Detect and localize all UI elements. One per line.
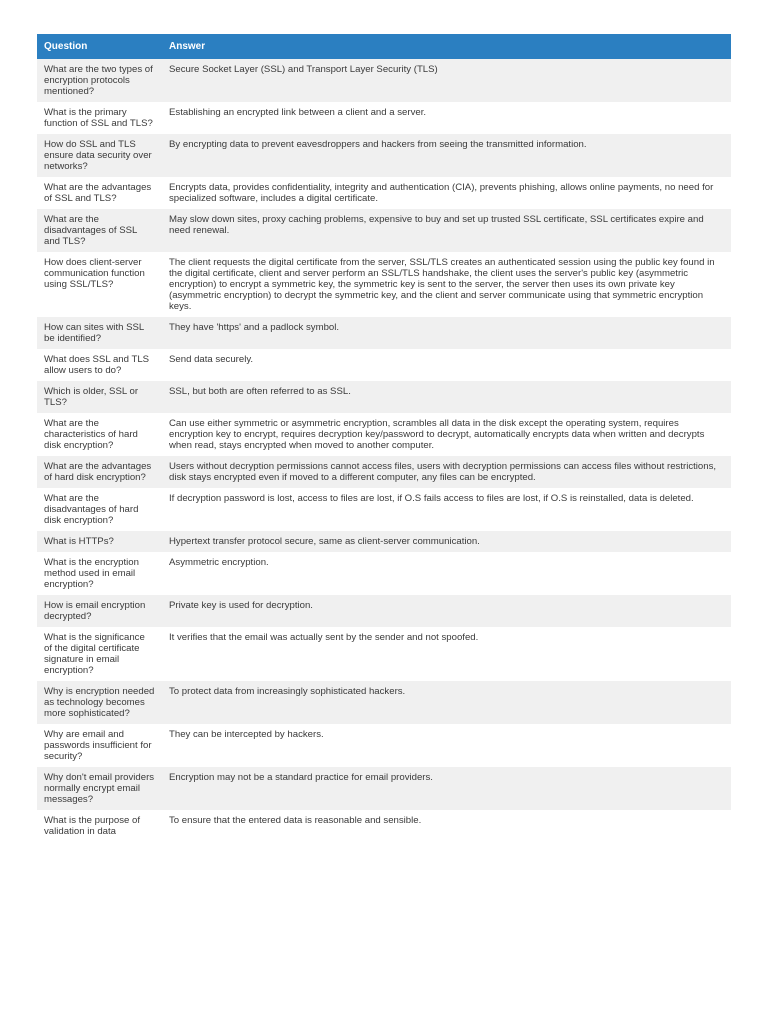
table-row	[37, 595, 731, 627]
table-row	[37, 102, 731, 134]
answer-cell: If decryption password is lost, access to files are lost, if O.S fails access to files are lost, if O.S is reinstalled, data is deleted.	[162, 488, 731, 531]
question-cell: What are the advantages of SSL and TLS?	[37, 177, 162, 209]
question-cell: What is the purpose of validation in data	[37, 810, 162, 842]
table-row	[37, 209, 731, 252]
answer-cell: They can be intercepted by hackers.	[162, 724, 731, 767]
answer-cell: Hypertext transfer protocol secure, same as client-server communication.	[162, 531, 731, 552]
question-cell: Why don't email providers normally encrypt email messages?	[37, 767, 162, 810]
table-row	[37, 531, 731, 552]
question-cell: What does SSL and TLS allow users to do?	[37, 349, 162, 381]
table-row	[37, 252, 731, 317]
table-row	[37, 810, 731, 842]
answer-cell: They have 'https' and a padlock symbol.	[162, 317, 731, 349]
answer-cell: May slow down sites, proxy caching problems, expensive to buy and set up trusted SSL certificate, SSL certificates expire and need renewal.	[162, 209, 731, 252]
question-cell: What are the disadvantages of SSL and TLS?	[37, 209, 162, 252]
question-cell: How can sites with SSL be identified?	[37, 317, 162, 349]
answer-cell: Send data securely.	[162, 349, 731, 381]
question-cell: How does client-server communication function using SSL/TLS?	[37, 252, 162, 317]
table-row	[37, 456, 731, 488]
question-cell: Why are email and passwords insufficient for security?	[37, 724, 162, 767]
answer-cell: It verifies that the email was actually sent by the sender and not spoofed.	[162, 627, 731, 681]
question-cell: What is the encryption method used in email encryption?	[37, 552, 162, 595]
table-row	[37, 59, 731, 102]
question-cell: Why is encryption needed as technology becomes more sophisticated?	[37, 681, 162, 724]
question-cell: How is email encryption decrypted?	[37, 595, 162, 627]
table-row	[37, 317, 731, 349]
question-cell: Which is older, SSL or TLS?	[37, 381, 162, 413]
table-body	[37, 59, 731, 842]
table-row	[37, 134, 731, 177]
answer-cell: To ensure that the entered data is reasonable and sensible.	[162, 810, 731, 842]
answer-cell: Encrypts data, provides confidentiality, integrity and authentication (CIA), prevents phishing, allows online payments, no need for specialized software, includes a digital certificate.	[162, 177, 731, 209]
table-row	[37, 381, 731, 413]
table-row	[37, 724, 731, 767]
header-row	[37, 34, 731, 59]
answer-cell: Encryption may not be a standard practice for email providers.	[162, 767, 731, 810]
answer-cell: SSL, but both are often referred to as SSL.	[162, 381, 731, 413]
table-row	[37, 413, 731, 456]
answer-cell: Asymmetric encryption.	[162, 552, 731, 595]
question-cell: What are the disadvantages of hard disk encryption?	[37, 488, 162, 531]
answer-cell: Secure Socket Layer (SSL) and Transport Layer Security (TLS)	[162, 59, 731, 102]
answer-cell: To protect data from increasingly sophisticated hackers.	[162, 681, 731, 724]
table-header	[37, 34, 731, 59]
question-cell: How do SSL and TLS ensure data security over networks?	[37, 134, 162, 177]
column-header-answer: Answer	[162, 34, 731, 59]
answer-cell: Establishing an encrypted link between a client and a server.	[162, 102, 731, 134]
question-cell: What is the significance of the digital certificate signature in email encryption?	[37, 627, 162, 681]
question-cell: What is the primary function of SSL and TLS?	[37, 102, 162, 134]
qa-table	[37, 34, 731, 842]
table-row	[37, 177, 731, 209]
answer-cell: The client requests the digital certificate from the server, SSL/TLS creates an authenticated session using the public key found in the digital certificate, client and server perform an SSL/TLS handshake, the client uses the server's public key (asymmetric encryption) to encrypt a symmetric key, the symmetric key is sent to the server, the server then uses its own private key (asymmetric encryption) to decrypt the symmetric key, and the client and server communicate using that symmetric encryption keys.	[162, 252, 731, 317]
table-row	[37, 552, 731, 595]
answer-cell: Users without decryption permissions cannot access files, users with decryption permissions can access files without restrictions, disk stays encrypted even if moved to a different computer, any files can be encrypted.	[162, 456, 731, 488]
question-cell: What is HTTPs?	[37, 531, 162, 552]
table-row	[37, 349, 731, 381]
table-row	[37, 627, 731, 681]
answer-cell: Private key is used for decryption.	[162, 595, 731, 627]
table-row	[37, 767, 731, 810]
column-header-question: Question	[37, 34, 162, 59]
question-cell: What are the two types of encryption protocols mentioned?	[37, 59, 162, 102]
answer-cell: Can use either symmetric or asymmetric encryption, scrambles all data in the disk except the operating system, requires encryption key to encrypt, requires decryption key/password to decrypt, automatically encrypts data when written and decrypts when read, stays encrypted when moved to another computer.	[162, 413, 731, 456]
table-row	[37, 681, 731, 724]
question-cell: What are the characteristics of hard disk encryption?	[37, 413, 162, 456]
table-row	[37, 488, 731, 531]
question-cell: What are the advantages of hard disk encryption?	[37, 456, 162, 488]
answer-cell: By encrypting data to prevent eavesdroppers and hackers from seeing the transmitted information.	[162, 134, 731, 177]
